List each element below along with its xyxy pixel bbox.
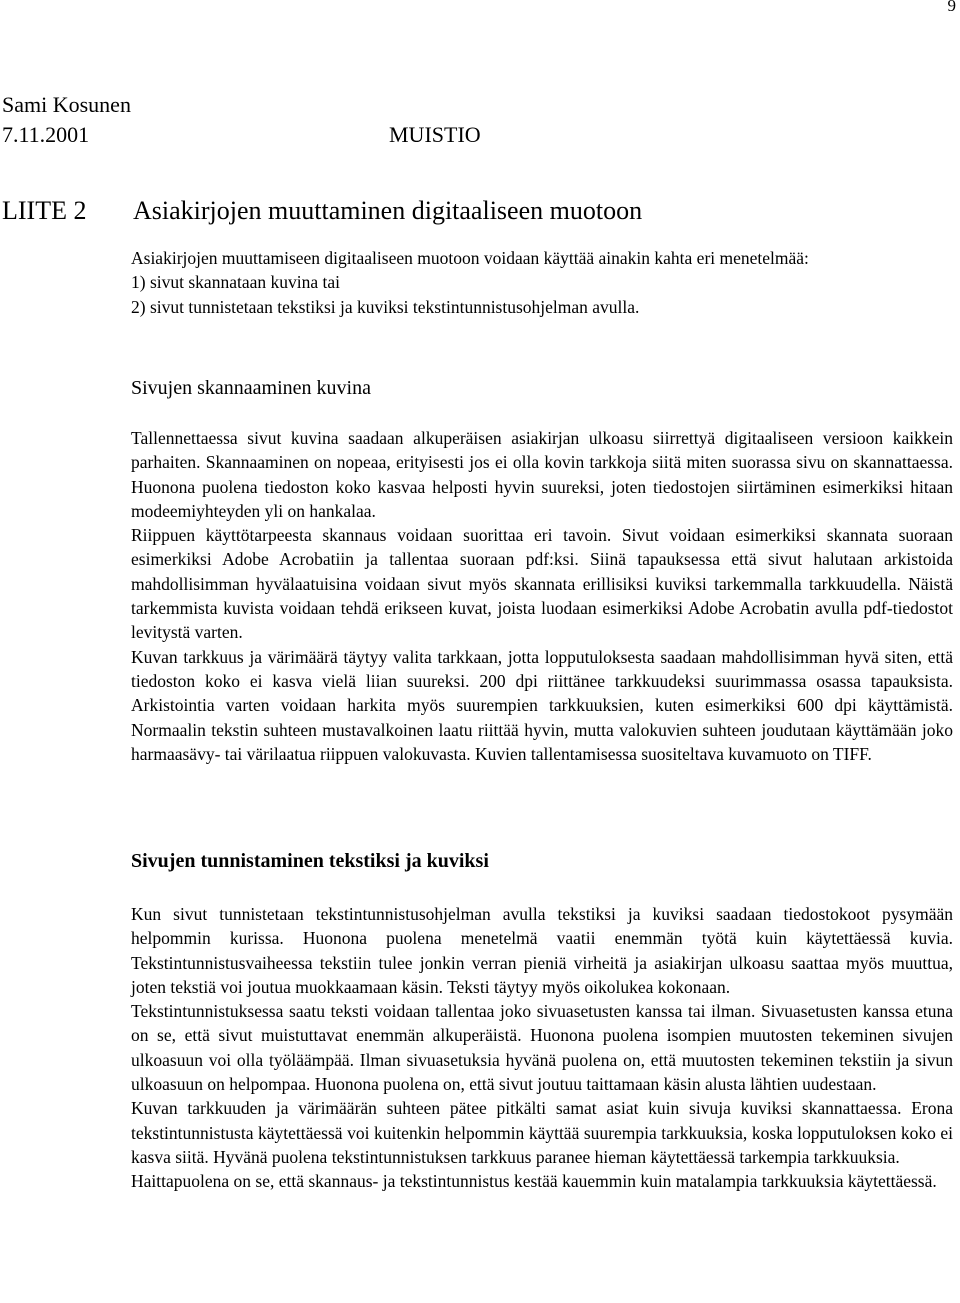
author-name: Sami Kosunen [2, 92, 131, 117]
intro-item-2: 2) sivut tunnistetaan tekstiksi ja kuviksi tekstintunnistusohjelman avulla. [131, 296, 640, 317]
paragraph: Kuvan tarkkuuden ja värimäärän suhteen pätee pitkälti samat asiat kuin sivuja kuviksi skannattaessa. Erona tekstintunnistusta käytettäessä voi kuitenkin helpommin käyttää suurempia tarkkuuksia, koska lopputuloksen koko ei kasva siitä. Hyvänä puolena tekstintunnistuksen tarkkuus paranee hieman käytettäessä tarkempia tarkkuuksia. [131, 1098, 953, 1167]
appendix-label: LIITE 2 [2, 196, 87, 225]
paragraph: Tallennettaessa sivut kuvina saadaan alkuperäisen asiakirjan ulkoasu siirrettyä digitaaliseen versioon kaikkein parhaiten. Skannaaminen on nopeaa, erityisesti jos ei olla kovin tarkkoja siitä miten suorassa sivu on skannattaessa. Huonona puolena tiedoston koko kasvaa helposti hyvin suureksi, joten tiedostojen siirtäminen esimerkiksi hitaan modeemiyhteyden yli on hankalaa. [131, 428, 953, 521]
document-type: MUISTIO [389, 122, 481, 147]
intro-text: Asiakirjojen muuttamiseen digitaaliseen muotoon voidaan käyttää ainakin kahta eri menetelmää: [131, 248, 809, 268]
paragraph: Kun sivut tunnistetaan tekstintunnistusohjelman avulla tekstiksi ja kuviksi saadaan tiedostokoot pysymään helpommin kurissa. Huonona puolena menetelmä vaatii enemmän työtä kuin käytettäessä kuvia. Tekstintunnistusvaiheessa tekstiin tulee jonkin verran pieniä virheitä ja asiakirjan ulkoasu saattaa myös muuttua, joten tekstiä voi joutua muokkaamaan käsin. Teksti täytyy myös oikolukea kokonaan. [131, 904, 953, 997]
section-heading-ocr: Sivujen tunnistaminen tekstiksi ja kuviksi [131, 850, 489, 872]
paragraph: Tekstintunnistuksessa saatu teksti voidaan tallentaa joko sivuasetusten kanssa tai ilman. Sivuasetusten kanssa etuna on se, että sivut muistuttavat enemmän alkuperäistä. Huonona puolena isompien muutosten tekeminen sivujen ulkoasuun voi olla työläämpää. Ilman sivuasetuksia hyvänä puolena on, että muutosten tekeminen tekstiin ja sivun ulkoasuun on helpompaa. Huonona puolena on, että sivut joutuu taittamaan käsin alusta lähtien uudestaan. [131, 1001, 953, 1095]
section-body-ocr [131, 902, 953, 1194]
intro-item-1: 1) sivut skannataan kuvina tai [131, 272, 340, 293]
paragraph: Riippuen käyttötarpeesta skannaus voidaan suorittaa eri tavoin. Sivut voidaan esimerkiksi skannata suoraan esimerkiksi Adobe Acrobatiin ja tallentaa suoraan pdf:ksi. Siinä tapauksessa että sivut halutaan arkistoida mahdollisimman hyvälaatuisina voidaan sivut myös skannata erillisiksi kuviksi tarkemmalla tarkkuudella. Näistä tarkemmista kuvista voidaan tehdä erikseen kuvat, joista luodaan esimerkiksi Adobe Acrobatin avulla pdf-tiedostot levitystä varten. [131, 525, 953, 643]
section-heading-scanning: Sivujen skannaaminen kuvina [131, 377, 371, 399]
paragraph: Kuvan tarkkuus ja värimäärä täytyy valita tarkkaan, jotta lopputuloksesta saadaan mahdollisimman hyvä siten, että tiedoston koko ei kasva vielä liian suureksi. 200 dpi riittänee tarkkuudeksi suurimmassa osassa tapauksista. Arkistointia varten voidaan harkita myös suurempien tarkkuuksien, kuten esimerkiksi 600 dpi käyttämistä. Normaalin tekstin suhteen mustavalkoinen laatu riittää hyvin, mutta valokuvien suhteen joudutaan käyttämään joko harmaasävy- tai värilaatua riippuen valokuvasta. Kuvien tallentamisessa suositeltava kuvamuoto on TIFF. [131, 646, 953, 764]
document-date: 7.11.2001 [2, 122, 90, 147]
page-title: Asiakirjojen muuttaminen digitaaliseen muotoon [133, 196, 643, 225]
paragraph: Haittapuolena on se, että skannaus- ja tekstintunnistus kestää kauemmin kuin matalampia tarkkuuksia käytettäessä. [131, 1171, 937, 1192]
intro-block [131, 246, 953, 319]
page-number: 9 [947, 0, 956, 15]
section-body-scanning [131, 426, 953, 766]
